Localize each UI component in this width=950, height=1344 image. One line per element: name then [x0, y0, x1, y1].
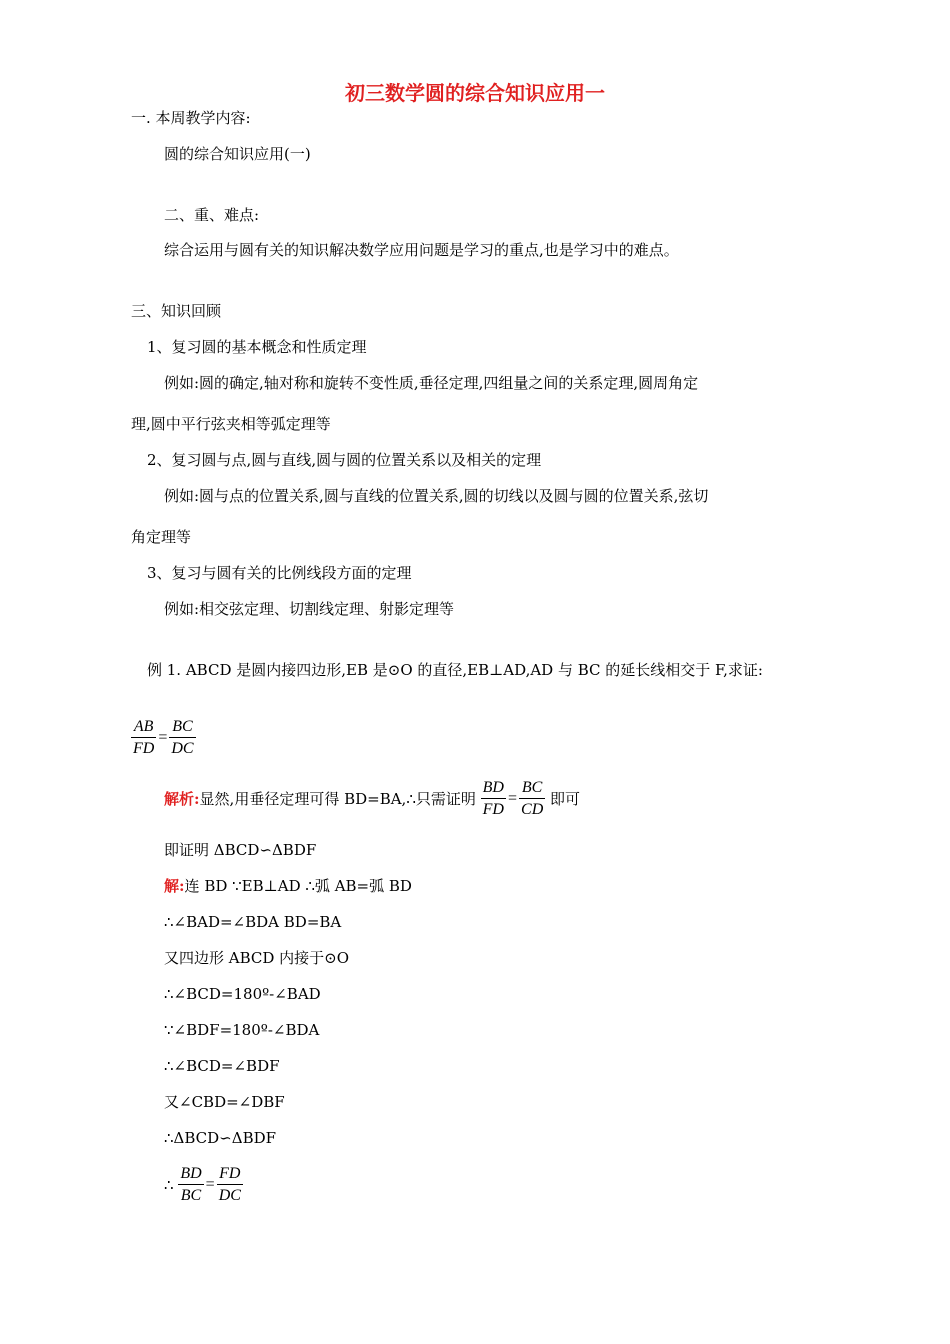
review-item-3: 3、复习与圆有关的比例线段方面的定理 — [147, 564, 412, 582]
fraction-numerator: BC — [169, 716, 195, 738]
analysis-label: 解析: — [164, 789, 200, 808]
analysis-text: 显然,用垂径定理可得 BD=BA,∴只需证明 — [199, 789, 476, 808]
fraction-numerator: AB — [131, 716, 156, 738]
equals-sign: = — [507, 789, 518, 807]
analysis-fraction-right — [519, 777, 545, 820]
review-item-2-example: 例如:圆与点的位置关系,圆与直线的位置关系,圆的切线以及圆与圆的位置关系,弦切 — [164, 487, 709, 505]
final-fraction-right — [217, 1163, 243, 1206]
analysis-tail: 即可 — [550, 789, 581, 808]
section-1-body: 圆的综合知识应用(一) — [164, 145, 311, 163]
fraction-numerator: FD — [217, 1163, 243, 1185]
example-1-goal-formula — [131, 716, 196, 759]
review-item-2-example-cont: 角定理等 — [131, 528, 192, 546]
solution-step: 又四边形 ABCD 内接于⊙O — [164, 949, 350, 967]
page-title: 初三数学圆的综合知识应用一 — [345, 81, 605, 105]
solution-step: ∴∠BCD=∠BDF — [164, 1057, 280, 1075]
fraction-numerator: BD — [178, 1163, 203, 1185]
review-item-3-example: 例如:相交弦定理、切割线定理、射影定理等 — [164, 600, 455, 618]
section-2-body: 综合运用与圆有关的知识解决数学应用问题是学习的重点,也是学习中的难点。 — [164, 241, 679, 259]
equals-sign: = — [158, 728, 168, 746]
review-item-1-example-cont: 理,圆中平行弦夹相等弧定理等 — [131, 415, 331, 433]
final-conclusion — [164, 1163, 243, 1206]
fraction-denominator: DC — [218, 1187, 241, 1204]
review-item-1-example: 例如:圆的确定,轴对称和旋转不变性质,垂径定理,四组量之间的关系定理,圆周角定 — [164, 374, 699, 392]
fraction-denominator: BC — [180, 1187, 202, 1204]
solution-first-step: 连 BD ∵EB⊥AD ∴弧 AB=弧 BD — [184, 877, 412, 895]
equals-sign: = — [205, 1175, 215, 1193]
section-2-heading: 二、重、难点: — [164, 206, 260, 224]
fraction-denominator: FD — [133, 740, 155, 757]
therefore-symbol: ∴ — [164, 1175, 174, 1194]
solution-step: ∴ΔBCD∽ΔBDF — [164, 1129, 277, 1147]
analysis-fraction-left — [481, 777, 506, 820]
example-1-statement: 例 1. ABCD 是圆内接四边形,EB 是⊙O 的直径,EB⊥AD,AD 与 BC 的延长线相交于 F,求证: — [147, 661, 763, 679]
solution-line — [164, 876, 412, 896]
fraction-numerator: BD — [481, 777, 506, 799]
fraction-denominator: FD — [482, 801, 504, 818]
prove-line: 即证明 ΔBCD∽ΔBDF — [164, 841, 317, 859]
solution-step: ∵∠BDF=180º-∠BDA — [164, 1021, 320, 1039]
review-item-2: 2、复习圆与点,圆与直线,圆与圆的位置关系以及相关的定理 — [147, 451, 542, 469]
solution-label: 解: — [164, 877, 185, 895]
review-item-1: 1、复习圆的基本概念和性质定理 — [147, 338, 367, 356]
fraction-denominator: DC — [171, 740, 194, 757]
goal-fraction-right — [169, 716, 195, 759]
solution-step: ∴∠BCD=180º-∠BAD — [164, 985, 321, 1003]
final-fraction-left — [178, 1163, 203, 1206]
section-1-heading: 一. 本周教学内容: — [131, 109, 251, 127]
analysis-line — [164, 777, 580, 820]
section-3-heading: 三、知识回顾 — [131, 302, 222, 320]
fraction-denominator: CD — [521, 801, 544, 818]
solution-step: ∴∠BAD=∠BDA BD=BA — [164, 913, 342, 931]
fraction-numerator: BC — [519, 777, 545, 799]
solution-step: 又∠CBD=∠DBF — [164, 1093, 285, 1111]
goal-fraction-left — [131, 716, 156, 759]
